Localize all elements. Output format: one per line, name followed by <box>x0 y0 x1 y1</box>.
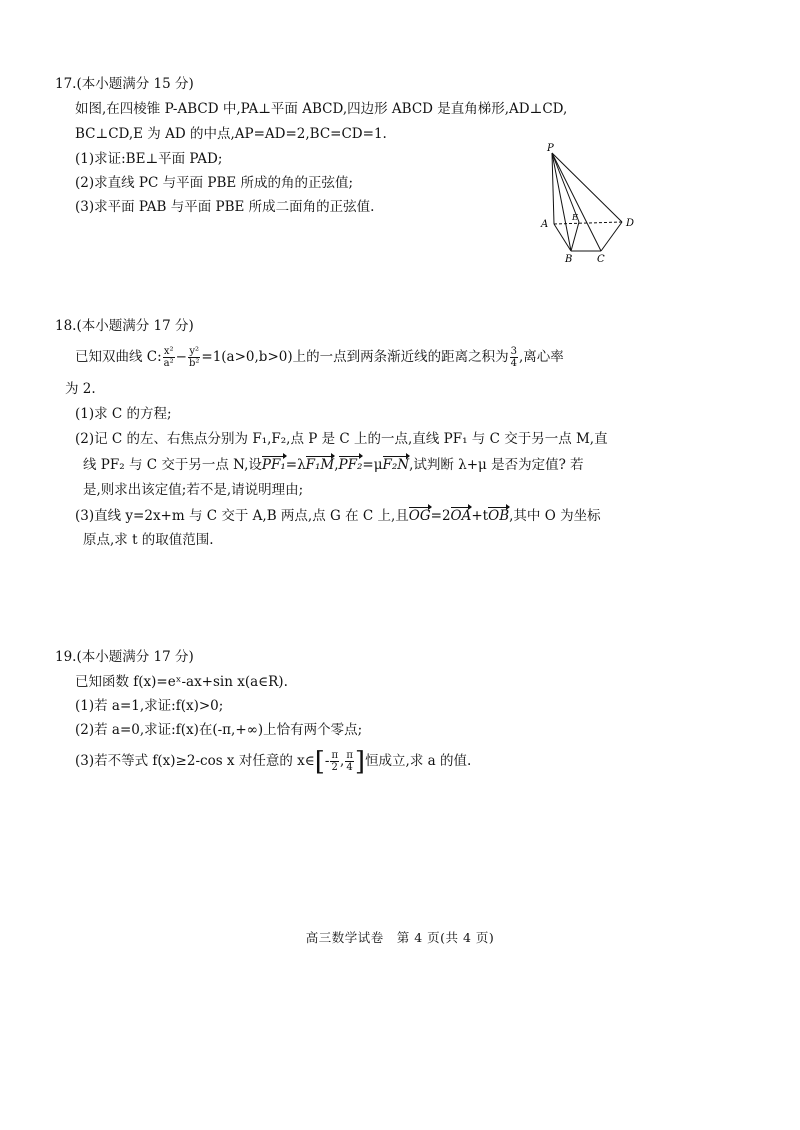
label-C: C <box>597 254 605 265</box>
q18-intro-line2: 为 2. <box>65 381 96 397</box>
vector-OG: OG <box>408 508 431 524</box>
q19-part-2: (2)若 a=0,求证:f(x)在(-π,+∞)上恰有两个零点; <box>75 722 363 738</box>
q19-header: 19.(本小题满分 17 分) <box>55 649 194 665</box>
fraction-pi-4: $\frac{\pi}{4}$ <box>346 750 353 773</box>
q18-part-2-line3: 是,则求出该定值;若不是,请说明理由; <box>83 482 304 498</box>
q17-intro-line1: 如图,在四棱锥 P-ABCD 中,PA⊥平面 ABCD,四边形 ABCD 是直角梯形,AD⊥CD, <box>75 101 568 117</box>
q18-part-2-line1: (2)记 C 的左、右焦点分别为 F₁,F₂,点 P 是 C 上的一点,直线 PF₁ 与 C 交于另一点 M,直 <box>75 431 608 447</box>
q18-text: 已知双曲线 C: <box>75 349 162 365</box>
q19-intro: 已知函数 f(x)=eˣ-ax+sin x(a∈R). <box>75 674 288 690</box>
q17-intro-line2: BC⊥CD,E 为 AD 的中点,AP=AD=2,BC=CD=1. <box>75 126 387 142</box>
fraction-pi-2: $\frac{\pi}{2}$ <box>331 750 339 773</box>
q18-part-3-line1: (3)直线 y=2x+m 与 C 交于 A,B 两点,点 G 在 C 上,且OG=2OA+tOB,其中 O 为坐标 <box>75 508 601 524</box>
vector-PF2: PF₂ <box>338 457 363 473</box>
q18-part-3-line2: 原点,求 t 的取值范围. <box>83 532 214 548</box>
q18-part-1: (1)求 C 的方程; <box>75 406 172 422</box>
vector-F1M: F₁M <box>305 457 335 473</box>
question-19 <box>0 630 800 790</box>
left-bracket: [ <box>314 746 325 777</box>
q18-header: 18.(本小题满分 17 分) <box>55 318 194 334</box>
right-bracket: ] <box>354 746 366 777</box>
label-E: E <box>572 213 578 222</box>
fraction-3-4: $\frac{3}{4}$ <box>510 346 517 369</box>
q18-intro-line1: 已知双曲线 C: $\frac{\text{x²}}{\text{a²}}$ − $\frac{\text{y²}}{\text{b²}}$ =1(a>0,b>0)上的一点到两条渐近线的距离之积为 $\frac{3}{4}$ ,离心率 <box>75 346 564 369</box>
label-A: A <box>541 219 549 230</box>
question-17 <box>0 0 800 300</box>
fraction-y2-b2: $\frac{\text{y²}}{\text{b²}}$ <box>188 346 200 369</box>
page-footer: 高三数学试卷 第 4 页(共 4 页) <box>305 930 495 945</box>
vector-OA: OA <box>450 508 472 524</box>
vector-PF1: PF₁ <box>261 457 286 473</box>
q19-part-1: (1)若 a=1,求证:f(x)>0; <box>75 698 224 714</box>
vector-OB: OB <box>488 508 510 524</box>
label-B: B <box>565 254 573 265</box>
q17-part-3: (3)求平面 PAB 与平面 PBE 所成二面角的正弦值. <box>75 199 375 215</box>
label-P: P <box>547 143 554 154</box>
vector-F2N: F₂N <box>382 457 410 473</box>
pyramid-figure <box>538 140 648 265</box>
question-18 <box>0 300 800 560</box>
label-D: D <box>626 218 635 229</box>
q17-part-2: (2)求直线 PC 与平面 PBE 所成的角的正弦值; <box>75 175 354 191</box>
q19-part-3: (3)若不等式 f(x)≥2-cos x 对任意的 x∈[- $\frac{\pi}{2}$ , $\frac{\pi}{4}$ ]恒成立,求 a 的值. <box>75 746 472 777</box>
q18-part-2-line2: 线 PF₂ 与 C 交于另一点 N,设PF₁=λF₁M,PF₂=μF₂N,试判断 λ+μ 是否为定值? 若 <box>83 457 584 473</box>
q17-part-1: (1)求证:BE⊥平面 PAD; <box>75 151 223 167</box>
fraction-x2-a2: $\frac{\text{x²}}{\text{a²}}$ <box>163 346 174 369</box>
q17-header: 17.(本小题满分 15 分) <box>55 76 194 92</box>
